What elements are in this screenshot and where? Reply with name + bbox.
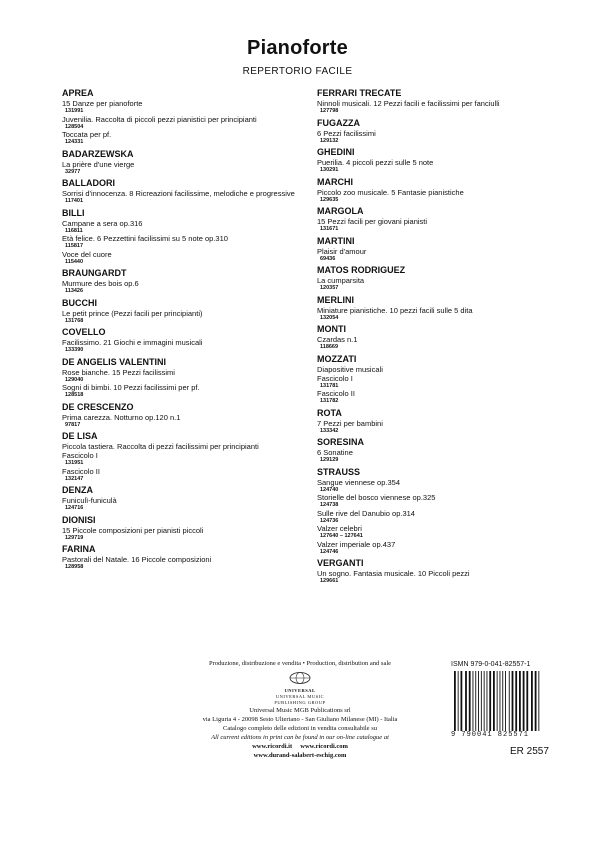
barcode-bar — [526, 671, 528, 731]
composer-name: DE LISA — [62, 431, 98, 441]
barcode-bar — [505, 671, 506, 731]
catalog-number: 115440 — [65, 258, 84, 265]
work-title: Valzer celebri — [317, 524, 362, 533]
composer-name: FERRARI TRECATE — [317, 88, 402, 98]
composer-name: MATOS RODRIGUEZ — [317, 265, 406, 275]
work-title: Rose bianche. 15 Pezzi facilissimi — [62, 367, 175, 377]
work-title: Voce del cuore — [62, 249, 112, 259]
composer-name: MARGOLA — [317, 206, 364, 216]
work-title: Fascicolo I — [62, 451, 98, 460]
work-title: Czardas n.1 — [317, 335, 358, 344]
work-title: Sulle rive del Danubio op.314 — [317, 508, 415, 518]
catalog-number: 132054 — [320, 314, 339, 321]
catalog-number: 129661 — [320, 578, 339, 584]
composer-name: FUGAZZA — [317, 117, 360, 128]
publisher-address: via Liguria 4 - 20098 Sesto Ulteriano - San Giuliano Milanese (MI) - Italia — [202, 716, 398, 723]
work-title: 15 Pezzi facili per giovani pianisti — [317, 217, 428, 226]
work-title: Facilissimo. 21 Giochi e immagini musicali — [62, 338, 203, 347]
catalog-number: 115817 — [65, 243, 84, 249]
work-title: Sorrisi d'innocenza. 8 Ricreazioni facilissime, melodiche e progressive — [62, 189, 295, 198]
barcode-bar — [461, 671, 463, 731]
catalog-number: 124740 — [320, 486, 339, 493]
catalog-number: 128518 — [65, 392, 84, 398]
work-title: 6 Sonatine — [317, 448, 353, 457]
work-title: Le petit prince (Pezzi facili per principianti) — [62, 308, 203, 318]
edition-code: ER 2557 — [510, 746, 549, 757]
work-title: Puerilia. 4 piccoli pezzi sulle 5 note — [317, 158, 434, 167]
barcode-bar — [478, 671, 479, 731]
publisher-name: Universal Music MGB Publications srl — [249, 707, 351, 714]
catalog-note-en: All current editions in print can be found in our on-line catalogue at — [211, 734, 389, 741]
work-title: Plaisir d'amour — [317, 246, 367, 256]
work-title: Campane a sera op.316 — [62, 218, 143, 228]
barcode-bar — [538, 671, 539, 731]
composer-name: COVELLO — [62, 327, 106, 337]
composer-name: DIONISI — [62, 514, 96, 525]
catalog-number: 129635 — [320, 196, 339, 203]
barcode-bar — [487, 671, 488, 731]
barcode-bar — [458, 671, 459, 731]
barcode-bar — [500, 671, 501, 731]
composer-name: MERLINI — [317, 294, 354, 305]
work-title: Fascicolo II — [317, 389, 355, 398]
work-title: Sangue viennese op.354 — [317, 477, 400, 487]
barcode-bar — [473, 671, 474, 731]
composer-name: VERGANTI — [317, 558, 364, 568]
barcode-bar — [535, 671, 537, 731]
work-title: Murmure des bois op.6 — [62, 279, 139, 288]
catalog-note-it: Catalogo completo delle edizioni in vendita consultabile su — [223, 725, 377, 732]
logo-line-1: UNIVERSAL MUSIC — [275, 694, 325, 699]
catalog-number: 131951 — [65, 460, 84, 466]
work-title: Funiculì-funiculà — [62, 496, 117, 505]
catalog-number: 132147 — [65, 475, 84, 482]
barcode-digits: 9 790041 825571 — [451, 731, 530, 739]
logo-wordmark: UNIVERSAL — [284, 688, 316, 693]
barcode-bar — [475, 671, 476, 731]
page-title: Pianoforte — [247, 37, 348, 59]
composer-name: GHEDINI — [317, 147, 355, 157]
catalog-number: 113426 — [65, 288, 84, 294]
production-line: Produzione, distribuzione e vendita • Production, distribution and sale — [208, 660, 392, 667]
catalog-number: 120357 — [320, 285, 339, 291]
page-subtitle: REPERTORIO FACILE — [242, 66, 353, 77]
catalog-column-left — [62, 88, 302, 571]
catalog-number: 131768 — [65, 317, 84, 324]
catalog-number: 124746 — [320, 548, 339, 555]
barcode-bar — [484, 671, 485, 731]
composer-name: BADARZEWSKA — [62, 148, 134, 159]
work-title: 7 Pezzi per bambini — [317, 418, 383, 428]
work-title: Piccola tastiera. Raccolta di pezzi facilissimi per principianti — [62, 442, 259, 451]
catalog-number: 128504 — [65, 123, 84, 130]
globe-icon — [289, 671, 311, 685]
composer-name: BALLADORI — [62, 178, 115, 188]
catalog-number: 131991 — [65, 108, 84, 114]
catalog-number: 130291 — [320, 167, 339, 173]
composer-name: MONTI — [317, 324, 346, 334]
work-title: Fascicolo I — [317, 373, 353, 383]
logo-line-2: PUBLISHING GROUP — [274, 700, 326, 705]
work-title: Ninnoli musicali. 12 Pezzi facili e facilissimi per fanciulli — [317, 99, 500, 108]
ismn-label: ISMN 979-0-041-82557-1 — [451, 661, 531, 668]
barcode-bar — [519, 671, 521, 731]
barcode-bar — [531, 671, 533, 731]
catalog-number: 127798 — [320, 108, 339, 114]
catalog-number: 131671 — [320, 226, 339, 232]
work-title: Miniature pianistiche. 10 pezzi facili sulle 5 dita — [317, 305, 473, 315]
barcode-bar — [515, 671, 517, 731]
composer-name: STRAUSS — [317, 466, 361, 477]
work-title: Età felice. 6 Pezzettini facilissimi su 5 note op.310 — [62, 234, 228, 243]
catalog-number: 127640 – 127641 — [320, 533, 363, 539]
catalog-number: 129040 — [65, 376, 84, 383]
website-link-ricordi-com[interactable]: www.ricordi.com — [300, 743, 348, 750]
website-link-durand[interactable]: www.durand-salabert-eschig.com — [253, 752, 347, 759]
catalog-number: 131782 — [320, 398, 339, 404]
work-title: 6 Pezzi facilissimi — [317, 128, 376, 138]
composer-name: SORESINA — [317, 437, 365, 447]
work-title: 15 Danze per pianoforte — [62, 99, 143, 108]
work-title: Fascicolo II — [62, 466, 100, 476]
composer-name: MARCHI — [317, 176, 353, 187]
work-title: Un sogno. Fantasia musicale. 10 Piccoli pezzi — [317, 569, 470, 578]
work-title: Juvenilia. Raccolta di piccoli pezzi pianistici per principianti — [62, 114, 257, 124]
barcode-bar — [509, 671, 510, 731]
catalog-number: 97817 — [65, 421, 81, 428]
catalog-number: 124716 — [65, 505, 84, 511]
barcode-bar — [512, 671, 514, 731]
work-title: Sogni di bimbi. 10 Pezzi facilissimi per pf. — [62, 383, 200, 392]
work-title: Toccata per pf. — [62, 130, 112, 139]
composer-name: ROTA — [317, 407, 342, 418]
catalog-number: 117401 — [65, 198, 84, 204]
barcode-bar — [497, 671, 498, 731]
website-link-ricordi-it[interactable]: www.ricordi.it — [252, 743, 293, 750]
work-title: Storielle del bosco viennese op.325 — [317, 493, 436, 502]
catalog-number: 124738 — [320, 502, 339, 508]
catalog-number: 124736 — [320, 517, 339, 524]
catalog-column-right — [317, 88, 557, 585]
catalog-number: 69436 — [320, 255, 336, 262]
composer-name: BUCCHI — [62, 297, 97, 308]
composer-name: MARTINI — [317, 235, 355, 246]
barcode-bar — [489, 671, 491, 731]
work-title: 15 Piccole composizioni per pianisti piccoli — [62, 525, 204, 535]
composer-name: DE ANGELIS VALENTINI — [62, 356, 167, 367]
catalog-number: 133390 — [65, 347, 84, 353]
catalog-number: 124331 — [65, 139, 84, 145]
barcode-bar — [523, 671, 525, 731]
composer-name: DE CRESCENZO — [62, 401, 134, 412]
barcode-bar — [465, 671, 467, 731]
catalog-number: 116811 — [65, 227, 83, 234]
catalog-number: 129719 — [65, 534, 84, 541]
composer-name: MOZZATI — [317, 353, 357, 364]
composer-name: BRAUNGARDT — [62, 268, 127, 278]
barcode-bar — [469, 671, 471, 731]
composer-name: APREA — [62, 88, 94, 98]
barcode-bar — [493, 671, 495, 731]
catalog-number: 118669 — [320, 344, 339, 350]
work-title: Diapositive musicali — [317, 364, 383, 374]
work-title: Piccolo zoo musicale. 5 Fantasie pianistiche — [317, 187, 464, 197]
composer-name: BILLI — [62, 207, 85, 218]
publisher-logo — [150, 668, 450, 706]
catalog-number: 129132 — [320, 137, 339, 144]
catalog-number: 129129 — [320, 457, 339, 463]
barcode-bar — [454, 671, 456, 731]
barcode-bar — [502, 671, 503, 731]
composer-name: DENZA — [62, 485, 93, 495]
barcode — [451, 671, 543, 731]
composer-name: FARINA — [62, 544, 96, 554]
catalog-number: 133342 — [320, 427, 339, 434]
work-title: La cumparsita — [317, 276, 365, 285]
work-title: Pastorali del Natale. 16 Piccole composizioni — [62, 555, 212, 564]
catalog-number: 131781 — [320, 382, 339, 389]
publisher-footer — [150, 659, 450, 760]
barcode-bar — [481, 671, 482, 731]
work-title: Valzer imperiale op.437 — [317, 539, 396, 549]
work-title: Prima carezza. Notturno op.120 n.1 — [62, 412, 181, 422]
work-title: La prière d'une vierge — [62, 159, 135, 169]
catalog-number: 32977 — [65, 168, 81, 175]
catalog-number: 128958 — [65, 564, 84, 570]
